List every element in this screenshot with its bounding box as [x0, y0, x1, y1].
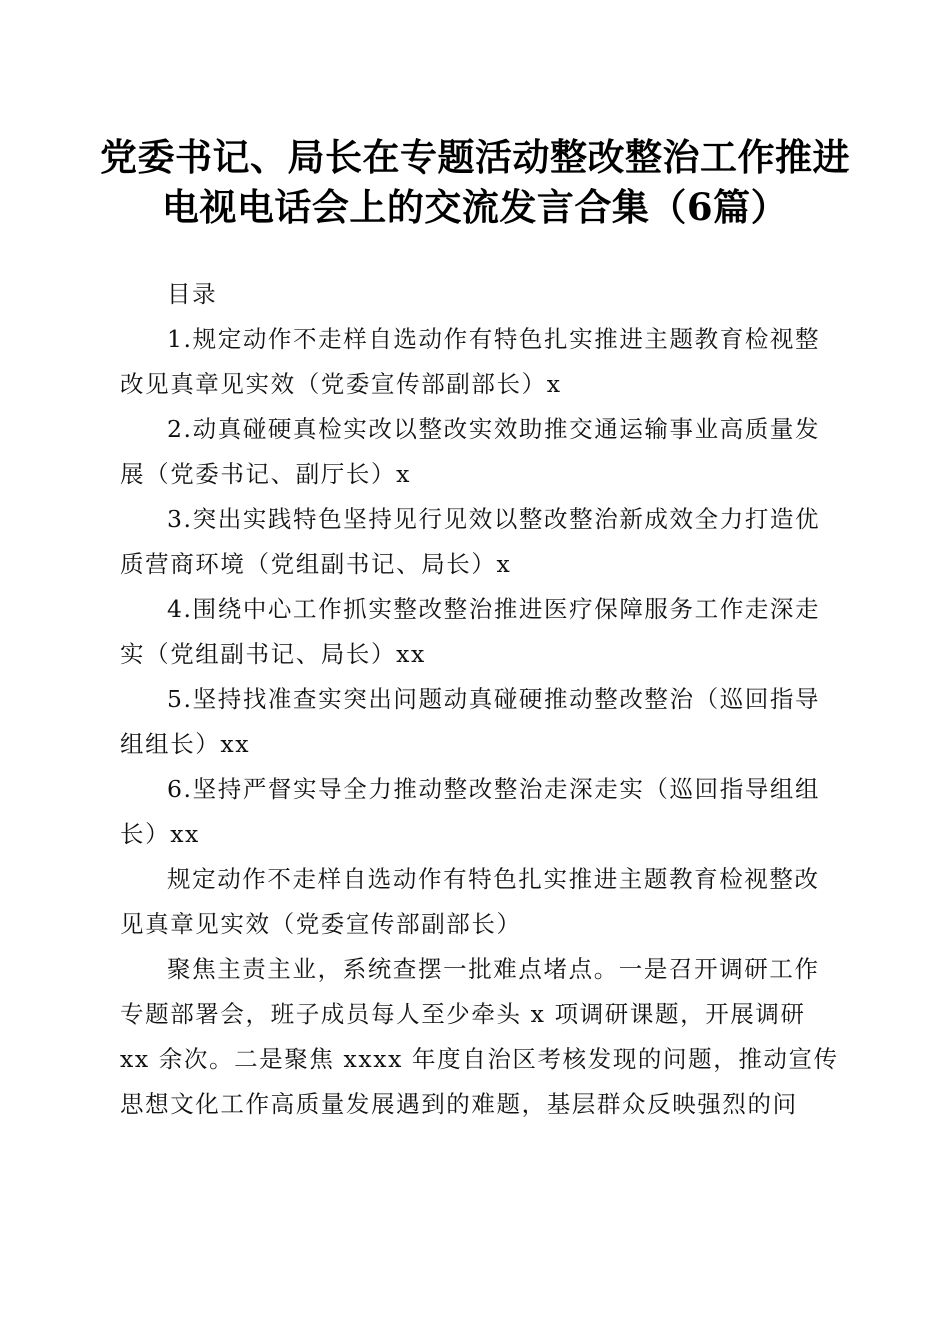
section-heading [120, 857, 832, 947]
toc-item-6-line-1: 6.坚持严督实导全力推动整改整治走深走实（巡回指导组组 [167, 775, 821, 803]
body-paragraph [120, 947, 839, 1127]
toc-item-4-line-2: 实（党组副书记、局长）xx [120, 640, 426, 668]
toc-item-3-line-1: 3.突出实践特色坚持见行见效以整改整治新成效全力打造优 [167, 505, 821, 533]
toc-item-5-line-2: 组组长）xx [120, 730, 251, 758]
toc-item-1-line-2: 改见真章见实效（党委宣传部副部长）x [120, 370, 562, 398]
toc-heading: 目录 [167, 280, 218, 308]
title-line-1: 党委书记、局长在专题活动整改整治工作推进 [100, 135, 850, 179]
body-paragraph-line-2: 专题部署会，班子成员每人至少牵头 x 项调研课题，开展调研 [120, 1000, 806, 1028]
body-paragraph-line-3: xx 余次。二是聚焦 xxxx 年度自治区考核发现的问题，推动宣传 [120, 1045, 839, 1073]
body-paragraph-line-1: 聚焦主责主业，系统查摆一批难点堵点。一是召开调研工作 [167, 955, 820, 983]
toc-item-3 [120, 497, 832, 587]
toc-item-6 [120, 767, 832, 857]
toc-item-5-line-1: 5.坚持找准查实突出问题动真碰硬推动整改整治（巡回指导 [167, 685, 821, 713]
toc-item-4-line-1: 4.围绕中心工作抓实整改整治推进医疗保障服务工作走深走 [167, 595, 821, 623]
toc-item-5 [120, 677, 832, 767]
toc-item-6-line-2: 长）xx [120, 820, 200, 848]
title-line-2: 电视电话会上的交流发言合集（6篇） [161, 185, 789, 229]
toc-item-1 [120, 317, 832, 407]
section-heading-line-2: 见真章见实效（党委宣传部副部长） [120, 910, 522, 938]
document-title [100, 132, 850, 232]
toc-item-1-line-1: 1.规定动作不走样自选动作有特色扎实推进主题教育检视整 [167, 325, 821, 353]
toc-item-2-line-2: 展（党委书记、副厅长）x [120, 460, 411, 488]
document-body [120, 272, 839, 1127]
toc-item-3-line-2: 质营商环境（党组副书记、局长）x [120, 550, 512, 578]
toc-item-4 [120, 587, 832, 677]
section-heading-line-1: 规定动作不走样自选动作有特色扎实推进主题教育检视整改 [167, 865, 820, 893]
toc-item-2 [120, 407, 832, 497]
body-paragraph-line-4: 思想文化工作高质量发展遇到的难题，基层群众反映强烈的问 [120, 1090, 798, 1118]
toc-item-2-line-1: 2.动真碰硬真检实改以整改实效助推交通运输事业高质量发 [167, 415, 821, 443]
